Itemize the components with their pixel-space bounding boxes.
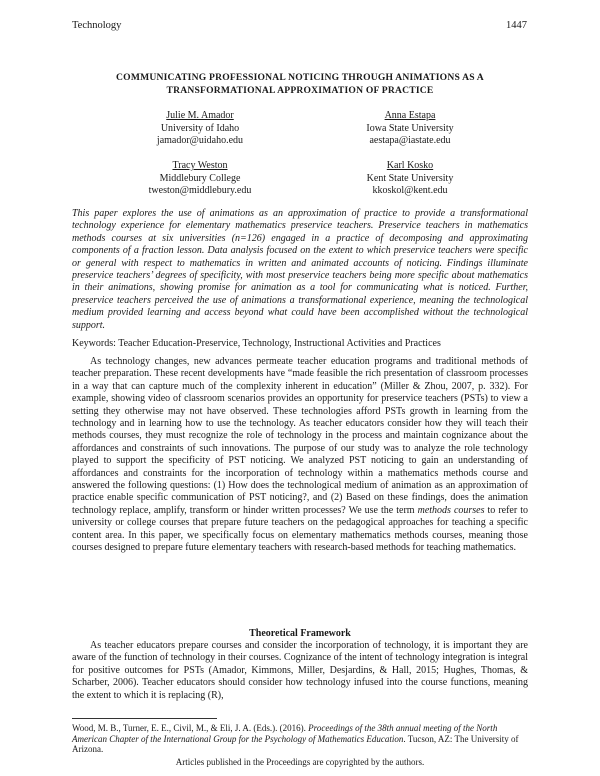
citation-part1: Wood, M. B., Turner, E. E., Civil, M., & Eli, J. A. (Eds.). (2016). xyxy=(72,723,309,733)
author-affiliation: University of Idaho xyxy=(160,122,240,134)
copyright-notice: Articles published in the Proceedings are copyrighted by the authors. xyxy=(175,757,425,767)
author-email: kkoskol@kent.edu xyxy=(372,185,448,196)
section-heading: Theoretical Framework xyxy=(249,628,351,639)
author-name: Tracy Weston xyxy=(172,160,228,171)
intro-paragraph xyxy=(72,356,528,555)
author-affiliation: Middlebury College xyxy=(159,172,241,184)
author-block xyxy=(330,160,490,198)
author-name: Anna Estapa xyxy=(384,110,436,121)
author-email: aestapa@iastate.edu xyxy=(369,135,451,146)
citation-part2: . Tucson, AZ: The University of Arizona. xyxy=(72,733,519,755)
keywords: Keywords: Teacher Education-Preservice, Technology, Instructional Activities and Practices xyxy=(72,338,441,349)
author-block xyxy=(120,110,280,148)
author-name: Karl Kosko xyxy=(386,160,434,171)
intro-italic-term: methods courses xyxy=(417,504,485,516)
paper-title: COMMUNICATING PROFESSIONAL NOTICING THROUGH ANIMATIONS AS A TRANSFORMATIONAL APPROXIMATION OF PRACTICE xyxy=(116,72,484,96)
intro-text-part2: to refer to university or college courses that prepare future teachers on the pedagogical approaches for teaching a specific content area. In this paper, we specifically focus on elementary mathematics methods courses, meaning those courses designed to prepare future elementary teachers with research-based methods for teaching mathematics. xyxy=(72,504,528,554)
footnote-divider xyxy=(72,718,217,719)
author-name: Julie M. Amador xyxy=(166,110,234,121)
abstract: This paper explores the use of animations as an approximation of practice to provide a transformational technology experience for elementary mathematics preservice teachers. Preservice teachers in mathematics methods courses at six universities (n=126) engaged in a practice of decomposing and approximating components of a fraction lesson. Data analysis focused on the extent to which preservice teachers were specific or general with respect to mathematics in written and animated accounts of noticing. Findings illuminate preservice teachers’ degrees of specificity, with most preservice teachers being more specific about mathematics in their animations, showing promise for animation as a tool for communicating what is noticed. Further, preservice teachers perceived the use of animations a transformational experience, meaning the technological medium provided learning and access beyond what could have been accomplished without the technological support. xyxy=(72,208,528,331)
author-email: tweston@middlebury.edu xyxy=(148,185,252,196)
citation-italic: Proceedings of the 38th annual meeting of the North American Chapter of the International Group for the Psychology of Mathematics Education xyxy=(72,723,498,744)
author-affiliation: Kent State University xyxy=(366,172,454,184)
running-header-title: Technology xyxy=(72,20,122,31)
page-number: 1447 xyxy=(506,20,527,31)
author-block xyxy=(120,160,280,198)
author-affiliation: Iowa State University xyxy=(366,122,454,134)
framework-paragraph: As teacher educators prepare courses and consider the incorporation of technology, it is important they are aware of the function of technology in their courses. Cognizance of the intent of technology integration is integral for positive outcomes for PSTs (Amador, Kimmons, Miller, Desjardins, & Hall, 2015; Hughes, Thomas, & Scharber, 2006). Teacher educators should consider how technology infused into the course functions, meaning the extent to which it is replacing (R), xyxy=(72,640,528,701)
author-block xyxy=(330,110,490,148)
author-email: jamador@uidaho.edu xyxy=(156,135,244,146)
footnote-citation xyxy=(72,723,528,755)
intro-text-part1: As technology changes, new advances permeate teacher education programs and traditional methods of teacher preparation. These recent developments have “made feasible the rich presentation of classroom processes in a way that can capture much of the complexity inherent in education” (Miller & Zhou, 2007, p. 332). For example, showing video of classroom scenarios provides an opportunity for preservice teachers (PSTs) to view a setting they otherwise may not have observed. These technologies afford PSTs growth in learning from the technology and in learning how to use the technology. As teacher educators consider how they will teach their methods courses, they must recognize the role of technology in the process and maintain cognizance about the affordances and constraints of such innovations. The purpose of our study was to analyze the role technology played to support the specificity of PST noticing. We analyzed PST noticing to gain an understanding of affordances and constraints for the incorporation of technology within a mathematics methods course and answered the following questions: (1) How does the technological medium of animation as an approximation of practice enable specific communication of PST noticing?, and (2) Based on these findings, does the animation technology replace, amplify, transform or hinder written processes? We use the term xyxy=(72,356,528,516)
